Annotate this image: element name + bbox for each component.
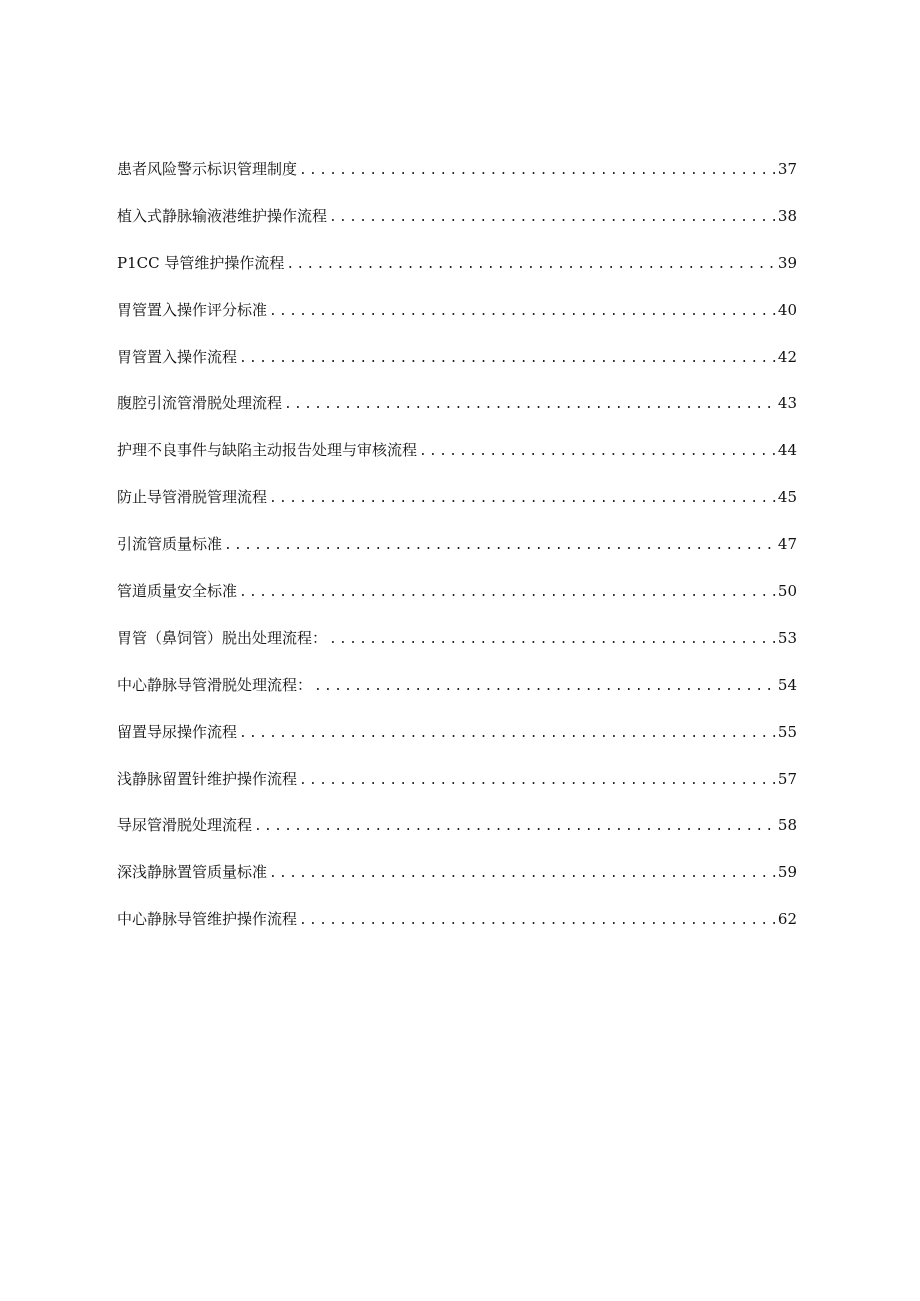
toc-entry-page: 58 [777, 816, 797, 835]
toc-dot-leader [284, 394, 776, 416]
toc-entry-page: 45 [777, 488, 797, 507]
toc-entry[interactable] [117, 814, 797, 861]
toc-entry-page: 38 [777, 206, 797, 225]
toc-entry-page: 50 [777, 582, 797, 601]
toc-dot-leader [239, 723, 776, 745]
toc-dot-leader [269, 301, 776, 323]
toc-dot-leader [299, 160, 776, 182]
toc-entry-title: 胃管置入操作流程 [117, 347, 238, 366]
toc-entry-title: 中心静脉导管滑脱处理流程： [117, 675, 313, 694]
toc-dot-leader [329, 629, 776, 651]
toc-entry-title: 留置导尿操作流程 [117, 722, 238, 741]
toc-dot-leader [419, 441, 776, 463]
toc-dot-leader [269, 488, 776, 510]
toc-entry[interactable] [117, 721, 797, 768]
toc-dot-leader [329, 207, 776, 229]
toc-entry-title: 导尿管滑脱处理流程 [117, 816, 253, 835]
toc-entry-title: 管道质量安全标准 [117, 582, 238, 601]
toc-entry[interactable] [117, 908, 797, 955]
toc-entry-title: 腹腔引流管滑脱处理流程 [117, 394, 283, 413]
table-of-contents [117, 158, 797, 955]
toc-entry-title: 深浅静脉置管质量标准 [117, 863, 268, 882]
toc-entry-title: 中心静脉导管维护操作流程 [117, 910, 298, 929]
toc-entry[interactable] [117, 346, 797, 393]
toc-entry[interactable] [117, 627, 797, 674]
toc-entry-title: 浅静脉留置针维护操作流程 [117, 769, 298, 788]
toc-entry-page: 44 [777, 441, 797, 460]
toc-dot-leader [239, 582, 776, 604]
toc-dot-leader [224, 535, 776, 557]
toc-entry[interactable] [117, 580, 797, 627]
toc-entry[interactable] [117, 158, 797, 205]
toc-entry-page: 37 [777, 160, 797, 178]
toc-dot-leader [299, 770, 776, 792]
toc-entry-title: 胃管置入操作评分标准 [117, 300, 268, 319]
toc-entry[interactable] [117, 439, 797, 486]
toc-entry[interactable] [117, 392, 797, 439]
toc-entry-title: 患者风险警示标识管理制度 [117, 160, 298, 178]
toc-entry[interactable] [117, 299, 797, 346]
toc-entry-page: 53 [777, 628, 797, 647]
toc-entry-page: 55 [777, 722, 797, 741]
toc-entry-page: 59 [777, 863, 797, 882]
toc-entry-page: 43 [777, 394, 797, 413]
toc-entry-title: 护理不良事件与缺陷主动报告处理与审核流程 [117, 441, 418, 460]
toc-entry[interactable] [117, 252, 797, 299]
toc-dot-leader [269, 863, 776, 885]
toc-entry-page: 57 [777, 769, 797, 788]
toc-entry-page: 54 [777, 675, 797, 694]
toc-entry[interactable] [117, 768, 797, 815]
toc-entry[interactable] [117, 674, 797, 721]
toc-dot-leader [299, 910, 776, 932]
toc-entry[interactable] [117, 205, 797, 252]
toc-dot-leader [286, 254, 776, 276]
toc-entry-title: 胃管（鼻饲管）脱出处理流程： [117, 628, 328, 647]
toc-dot-leader [239, 348, 776, 370]
toc-entry-page: 47 [777, 535, 797, 554]
toc-entry-title: 防止导管滑脱管理流程 [117, 488, 268, 507]
toc-entry-page: 39 [777, 253, 797, 272]
toc-entry-page: 42 [777, 347, 797, 366]
toc-entry[interactable] [117, 486, 797, 533]
toc-entry[interactable] [117, 533, 797, 580]
toc-dot-leader [314, 676, 776, 698]
toc-entry[interactable] [117, 861, 797, 908]
toc-entry-title: P1CC 导管维护操作流程 [117, 253, 285, 272]
toc-entry-title: 植入式静脉输液港维护操作流程 [117, 206, 328, 225]
toc-dot-leader [254, 816, 776, 838]
toc-entry-page: 40 [777, 300, 797, 319]
toc-entry-page: 62 [777, 910, 797, 929]
toc-entry-title: 引流管质量标准 [117, 535, 223, 554]
